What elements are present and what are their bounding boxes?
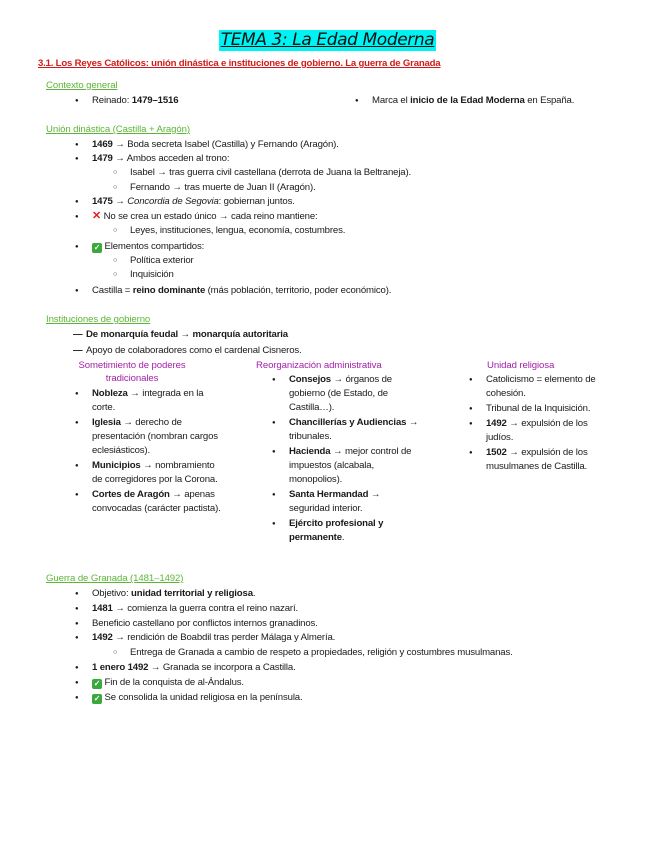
union-item-1469-text: → Boda secreta Isabel (Castilla) y Fernando (Aragón). xyxy=(112,139,339,150)
granada-objetivo xyxy=(92,588,255,600)
cortes-text: → apenas convocadas (carácter pactista). xyxy=(92,489,221,514)
union-item-castilla xyxy=(92,285,391,297)
date-enero-1492: 1 enero 1492 xyxy=(92,662,149,673)
col-sometimiento xyxy=(92,387,222,516)
union-sub-politica: ○ Política exterior xyxy=(130,255,194,267)
consejos-text: → órganos de gobierno (de Estado, de Castilla…). xyxy=(289,374,392,413)
objetivo-bold: unidad territorial y religiosa xyxy=(131,588,253,599)
union-item-1469 xyxy=(92,139,339,151)
instituciones-heading: Instituciones de gobierno xyxy=(46,314,151,325)
marca-item xyxy=(372,95,574,107)
castilla-pre: Castilla = xyxy=(92,285,133,296)
col-religiosa xyxy=(486,373,611,474)
union-item-1479-text: → Ambos acceden al trono: xyxy=(112,153,230,164)
ejercito-label: Ejército profesional y permanente xyxy=(289,518,384,543)
arrow-text: → xyxy=(112,196,128,207)
hermandad-label: Santa Hermandad xyxy=(289,489,369,500)
union-item-compartidos xyxy=(92,241,204,253)
page-title: TEMA 3: La Edad Moderna xyxy=(220,30,435,50)
check-mark-icon: ✓ xyxy=(93,679,101,688)
concordia-text: Concordia de Segovia xyxy=(127,196,219,207)
sometimiento-municipios xyxy=(92,459,222,487)
granada-unidad-religiosa xyxy=(92,692,303,704)
col-reorganizacion-heading: Reorganización administrativa xyxy=(256,360,382,371)
union-item-1475 xyxy=(92,196,295,208)
reorg-chancillerias xyxy=(289,416,419,444)
sometimiento-nobleza xyxy=(92,387,222,415)
castilla-text: (más población, territorio, poder económico). xyxy=(205,285,392,296)
reorg-consejos xyxy=(289,373,419,415)
granada-1481 xyxy=(92,603,298,615)
chancillerias-text: → tribunales. xyxy=(289,417,419,442)
sometimiento-cortes xyxy=(92,488,222,516)
cortes-label: Cortes de Aragón xyxy=(92,489,170,500)
year-1502: 1502 xyxy=(486,447,507,458)
reino-dominante: reino dominante xyxy=(132,285,206,296)
col-religiosa-heading: Unidad religiosa xyxy=(487,360,555,371)
reinado-value: 1479–1516 xyxy=(131,95,179,106)
inst-dash-cisneros: — Apoyo de colaboradores como el cardenal Cisneros. xyxy=(86,345,302,357)
reinado-item xyxy=(92,95,178,107)
union-item-no-estado-text: No se crea un estado único → cada reino mantiene: xyxy=(101,211,318,222)
marca-pre: Marca el xyxy=(372,95,411,106)
union-sub-leyes: ○ Leyes, instituciones, lengua, economía, costumbres. xyxy=(130,225,345,237)
granada-enero xyxy=(92,662,296,674)
granada-1492 xyxy=(92,632,335,644)
judios-text: → expulsión de los judíos. xyxy=(486,418,588,443)
religiosa-inquisicion: ● Tribunal de la Inquisición. xyxy=(486,402,611,416)
union-item-1475-text: : gobiernan juntos. xyxy=(218,196,295,207)
col-reorganizacion xyxy=(289,373,419,545)
hacienda-label: Hacienda xyxy=(289,446,331,457)
title-container xyxy=(0,30,655,51)
granada-enero-text: → Granada se incorpora a Castilla. xyxy=(148,662,296,673)
contexto-heading: Contexto general xyxy=(46,80,118,91)
year-1481: 1481 xyxy=(92,603,113,614)
reorg-ejercito xyxy=(289,517,419,545)
union-item-1479 xyxy=(92,153,229,165)
hermandad-text: → seguridad interior. xyxy=(289,489,381,514)
fin-conquista-text: Fin de la conquista de al-Ándalus. xyxy=(102,677,244,688)
granada-heading: Guerra de Granada (1481–1492) xyxy=(46,573,184,584)
union-sub-inquisicion: ○ Inquisición xyxy=(130,269,174,281)
religiosa-1492 xyxy=(486,417,611,445)
nobleza-text: → integrada en la corte. xyxy=(92,388,204,413)
cross-mark-icon: ✕ xyxy=(92,210,102,222)
inst-dash-monarquia: — De monarquía feudal → monarquía autoritaria xyxy=(86,329,288,341)
religiosa-catolicismo: ● Catolicismo = elemento de cohesión. xyxy=(486,373,611,401)
col-sometimiento-heading: Sometimiento de poderes tradicionales xyxy=(78,360,186,384)
union-item-no-estado xyxy=(92,211,318,223)
granada-fin-conquista xyxy=(92,677,244,689)
section-title: 3.1. Los Reyes Católicos: unión dinástica e instituciones de gobierno. La guerra de Granada xyxy=(38,58,441,69)
iglesia-text: → derecho de presentación (nombran cargos eclesiásticos). xyxy=(92,417,218,456)
municipios-label: Municipios xyxy=(92,460,141,471)
granada-beneficio: ● Beneficio castellano por conflictos internos granadinos. xyxy=(92,618,318,630)
hacienda-text: → mejor control de impuestos (alcabala, monopolios). xyxy=(289,446,412,485)
union-heading: Unión dinástica (Castilla + Aragón) xyxy=(46,124,190,135)
reinado-label: Reinado: xyxy=(92,95,132,106)
union-sub-fernando: ○ Fernando → tras muerte de Juan II (Aragón). xyxy=(130,182,316,194)
unidad-religiosa-text: Se consolida la unidad religiosa en la península. xyxy=(102,692,303,703)
marca-post: en España. xyxy=(524,95,575,106)
objetivo-pre: Objetivo: xyxy=(92,588,132,599)
union-sub-isabel: ○ Isabel → tras guerra civil castellana (derrota de Juana la Beltraneja). xyxy=(130,167,411,179)
consejos-label: Consejos xyxy=(289,374,331,385)
ejercito-text: . xyxy=(341,532,345,543)
musulmanes-text: → expulsión de los musulmanes de Castilla. xyxy=(486,447,588,472)
iglesia-label: Iglesia xyxy=(92,417,121,428)
check-mark-icon: ✓ xyxy=(93,694,101,703)
year-1479: 1479 xyxy=(92,153,113,164)
year-1475: 1475 xyxy=(92,196,113,207)
union-item-compartidos-text: Elementos compartidos: xyxy=(102,241,205,252)
granada-1492-text: → rendición de Boabdil tras perder Málaga y Almería. xyxy=(112,632,336,643)
chancillerias-label: Chancillerías y Audiencias xyxy=(289,417,407,428)
nobleza-label: Nobleza xyxy=(92,388,128,399)
reorg-hermandad xyxy=(289,488,419,516)
year-1492-judios: 1492 xyxy=(486,418,507,429)
religiosa-1502 xyxy=(486,446,611,474)
sometimiento-iglesia xyxy=(92,416,222,458)
check-mark-icon: ✓ xyxy=(93,243,101,252)
municipios-text: → nombramiento de corregidores por la Corona. xyxy=(92,460,218,485)
year-1492-rendicion: 1492 xyxy=(92,632,113,643)
year-1469: 1469 xyxy=(92,139,113,150)
granada-1481-text: → comienza la guerra contra el reino nazarí. xyxy=(112,603,298,614)
reorg-hacienda xyxy=(289,445,419,487)
marca-bold: inicio de la Edad Moderna xyxy=(410,95,525,106)
granada-sub-entrega: ○ Entrega de Granada a cambio de respeto a propiedades, religión y costumbres musulmanas. xyxy=(130,647,513,659)
objetivo-end: . xyxy=(252,588,256,599)
